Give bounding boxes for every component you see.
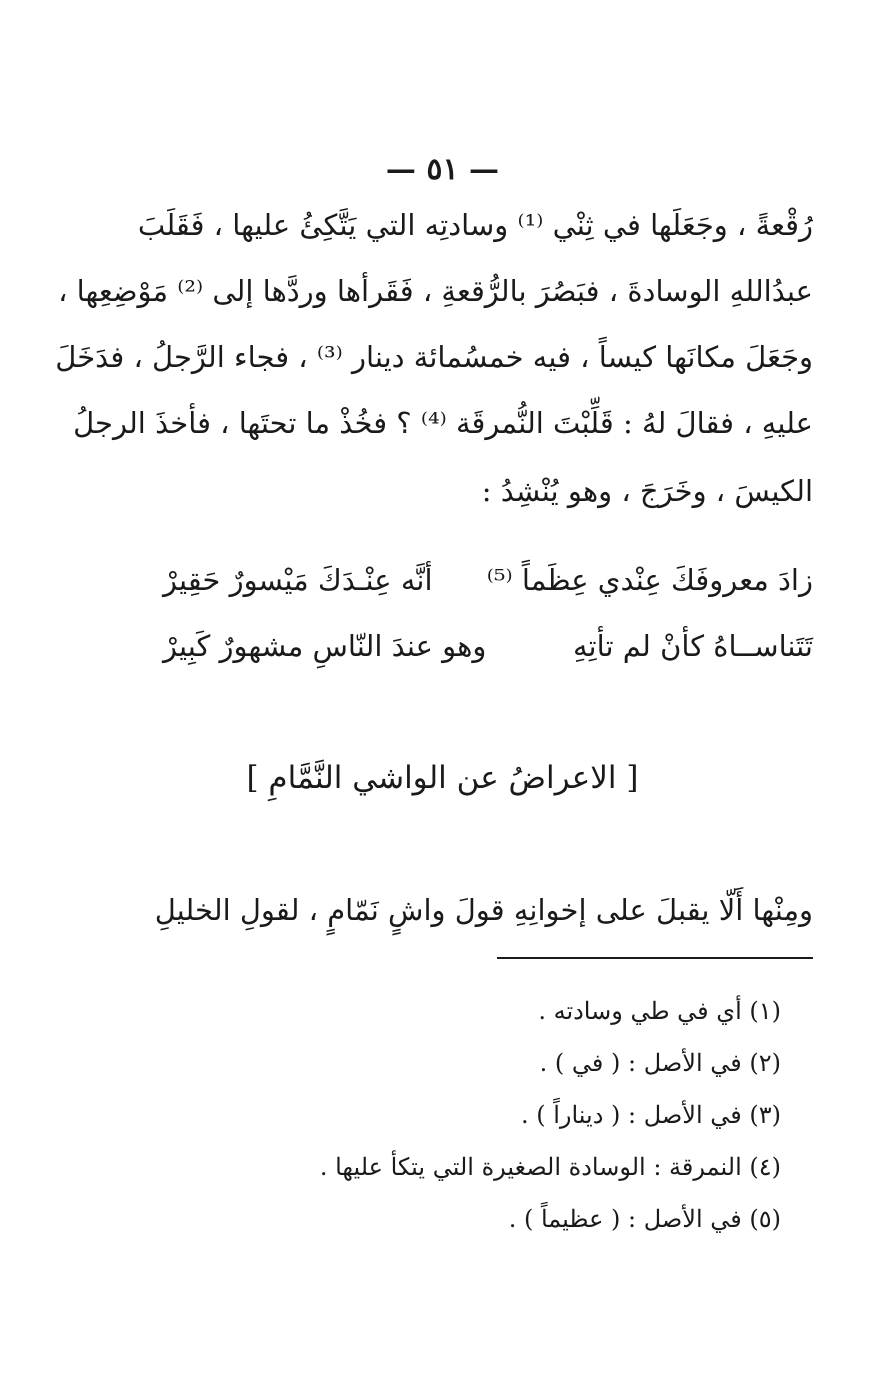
footnote-item: (٣) في الأصل : ( ديناراً ) . (520, 1101, 781, 1129)
text-line: وجَعَلَ مكانَها كيساً ، فيه خمسُمائة دينار ⁽³⁾ ، فجاء الرَّجلُ ، فدَخَلَ (55, 340, 813, 374)
text-line: رُقْعةً ، وجَعَلَها في ثِنْي ⁽¹⁾ وسادتِه التي يَتَّكِئُ عليها ، فَقَلَبَ (137, 208, 813, 242)
footnote-item: (٥) في الأصل : ( عظيماً ) . (508, 1205, 781, 1233)
text-line: عبدُاللهِ الوسادةَ ، فبَصُرَ بالرُّقعةِ ، فَقَرأها وردَّها إلى ⁽²⁾ مَوْضِعِها ، (58, 274, 813, 308)
text-line: الكيسَ ، وخَرَجَ ، وهو يُنْشِدُ : (481, 474, 813, 508)
footnote-divider (497, 957, 813, 959)
footnote-item: (٤) النمرقة : الوسادة الصغيرة التي يتكأ عليها . (319, 1153, 781, 1181)
text-line: ومِنْها أَلّا يقبلَ على إخوانِهِ قولَ واشٍ نَمّامٍ ، لقولِ الخليلِ (154, 893, 813, 927)
verse-line (163, 550, 813, 610)
verse-hemistich-first: زادَ معروفَكَ عِنْدي عِظَماً ⁽⁵⁾ (486, 563, 813, 597)
verse-hemistich-first: تَتَناســاهُ كأنْ لم تأتِهِ (573, 629, 813, 663)
footnote-item: (١) أي في طي وسادته . (538, 997, 781, 1025)
verse-hemistich-second: وهو عندَ النّاسِ مشهورٌ كَبِيرْ (163, 629, 487, 663)
footnote-item: (٢) في الأصل : ( في ) . (539, 1049, 781, 1077)
text-line: عليهِ ، فقالَ لهُ : قَلِّبْتَ النُّمرقَة ⁽⁴⁾ ؟ فخُذْ ما تحتَها ، فأخذَ الرجلُ (73, 406, 813, 440)
footnotes (181, 985, 781, 1245)
section-heading: [ الاعراضُ عن الواشي النَّمَّامِ ] (246, 760, 639, 796)
page-number: — ٥١ — (385, 152, 500, 187)
verse-hemistich-second: أنَّه عِنْـدَكَ مَيْسورٌ حَقِيرْ (163, 563, 433, 597)
verse-line (163, 616, 813, 676)
